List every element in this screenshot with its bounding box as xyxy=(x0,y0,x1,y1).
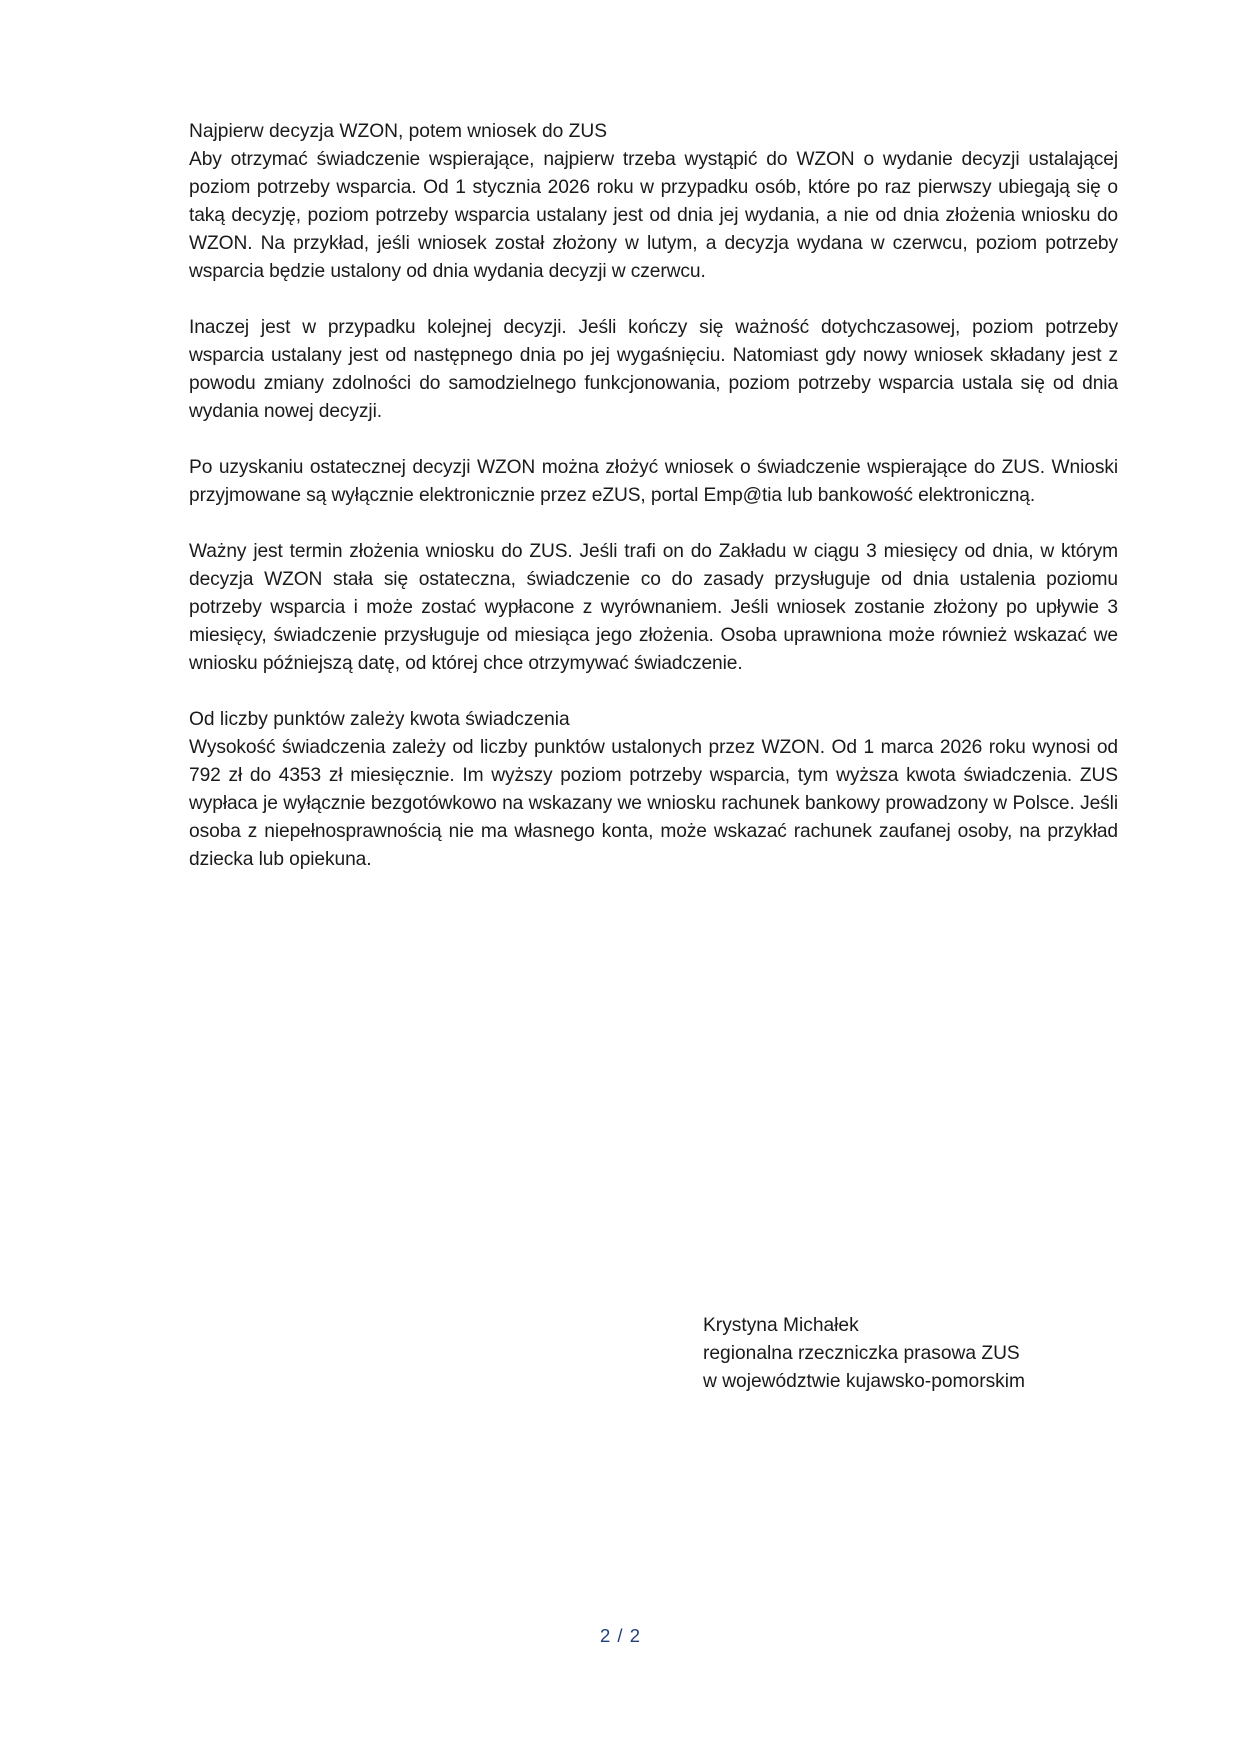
page-number: 2 / 2 xyxy=(600,1625,641,1646)
paragraph-application-channels: Po uzyskaniu ostatecznej decyzji WZON można złożyć wniosek o świadczenie wspierające do ZUS. Wnioski przyjmowane są wyłącznie elektronicznie przez eZUS, portal Emp@tia lub bankowość elektroniczną. xyxy=(189,457,1118,506)
signature-region: w województwie kujawsko-pomorskim xyxy=(703,1371,1026,1392)
signature-name: Krystyna Michałek xyxy=(703,1315,859,1336)
paragraph-next-decision: Inaczej jest w przypadku kolejnej decyzji. Jeśli kończy się ważność dotychczasowej, poziom potrzeby wsparcia ustalany jest od następnego dnia po jej wygaśnięciu. Natomiast gdy nowy wniosek składany jest z powodu zmiany zdolności do samodzielnego funkcjonowania, poziom potrzeby wsparcia ustala się od dnia wydania nowej decyzji. xyxy=(189,317,1118,422)
section-heading-amount: Od liczby punktów zależy kwota świadczenia xyxy=(189,709,570,730)
paragraph-gap xyxy=(189,426,1118,454)
paragraph-gap xyxy=(189,510,1118,538)
document-body xyxy=(189,118,1118,874)
paragraph-deadline: Ważny jest termin złożenia wniosku do ZUS. Jeśli trafi on do Zakładu w ciągu 3 miesięcy od dnia, w którym decyzja WZON stała się ostateczna, świadczenie co do zasady przysługuje od dnia ustalenia poziomu potrzeby wsparcia i może zostać wypłacone z wyrównaniem. Jeśli wniosek zostanie złożony po upływie 3 miesięcy, świadczenie przysługuje od miesiąca jego złożenia. Osoba uprawniona może również wskazać we wniosku późniejszą datę, od której chce otrzymywać świadczenie. xyxy=(189,541,1118,674)
paragraph-wzon-decision: Aby otrzymać świadczenie wspierające, najpierw trzeba wystąpić do WZON o wydanie decyzji ustalającej poziom potrzeby wsparcia. Od 1 stycznia 2026 roku w przypadku osób, które po raz pierwszy ubiegają się o taką decyzję, poziom potrzeby wsparcia ustalany jest od dnia jej wydania, a nie od dnia złożenia wniosku do WZON. Na przykład, jeśli wniosek został złożony w lutym, a decyzja wydana w czerwcu, poziom potrzeby wsparcia będzie ustalony od dnia wydania decyzji w czerwcu. xyxy=(189,149,1118,282)
paragraph-gap xyxy=(189,678,1118,706)
signature-block xyxy=(703,1312,1025,1396)
paragraph-benefit-amount: Wysokość świadczenia zależy od liczby punktów ustalonych przez WZON. Od 1 marca 2026 roku wynosi od 792 zł do 4353 zł miesięcznie. Im wyższy poziom potrzeby wsparcia, tym wyższa kwota świadczenia. ZUS wypłaca je wyłącznie bezgotówkowo na wskazany we wniosku rachunek bankowy prowadzony w Polsce. Jeśli osoba z niepełnosprawnością nie ma własnego konta, może wskazać rachunek zaufanej osoby, na przykład dziecka lub opiekuna. xyxy=(189,737,1118,870)
section-heading-wzon: Najpierw decyzja WZON, potem wniosek do ZUS xyxy=(189,121,607,142)
signature-role: regionalna rzeczniczka prasowa ZUS xyxy=(703,1343,1020,1364)
paragraph-gap xyxy=(189,286,1118,314)
